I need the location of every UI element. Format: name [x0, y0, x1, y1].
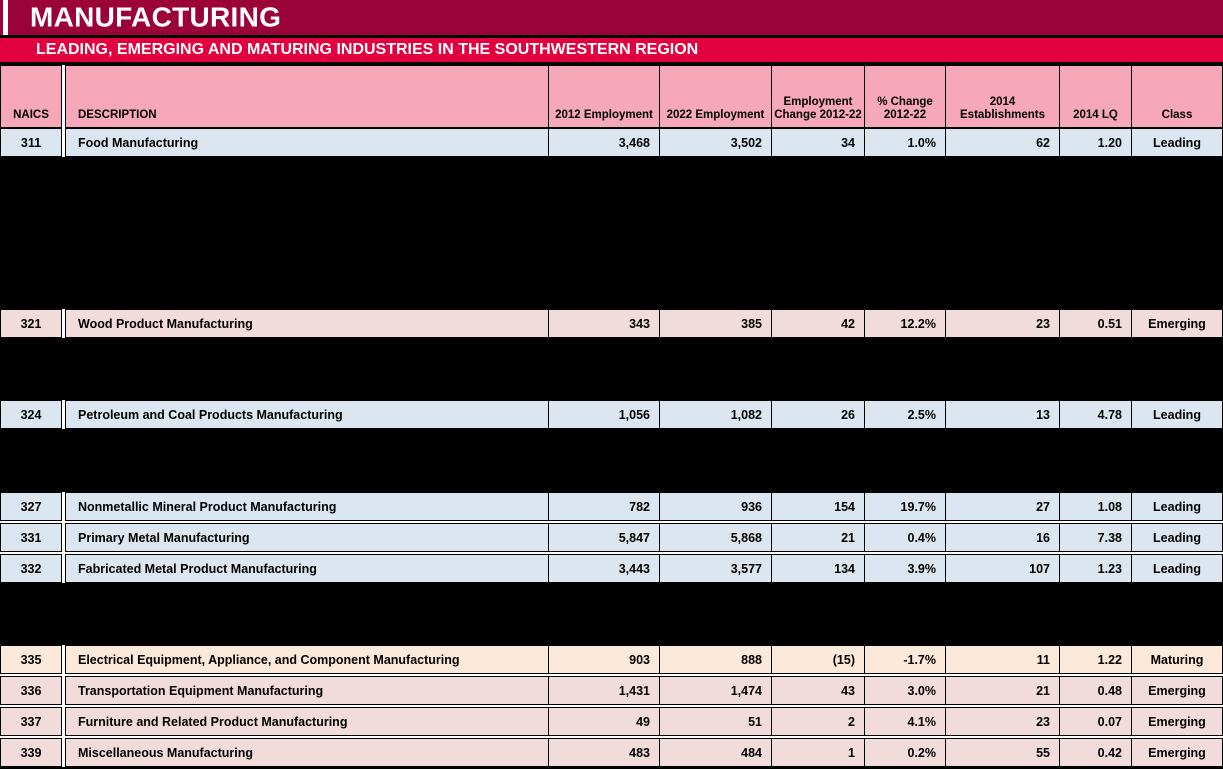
table-row-group — [0, 492, 1223, 583]
row-main-box — [65, 400, 1223, 429]
cell-description: Fabricated Metal Product Manufacturing — [66, 555, 548, 582]
cell-description: Furniture and Related Product Manufacturing — [66, 708, 548, 735]
cell-2012-employment: 782 — [548, 493, 659, 520]
cell-naics: 335 — [0, 645, 62, 674]
cell-2012-employment: 3,443 — [548, 555, 659, 582]
cell-description: Miscellaneous Manufacturing — [66, 739, 548, 766]
cell-description: Primary Metal Manufacturing — [66, 524, 548, 551]
cell-naics: 332 — [0, 554, 62, 583]
cell-2014-lq: 1.08 — [1059, 493, 1131, 520]
cell-pct-change: 0.2% — [864, 739, 945, 766]
cell-class: Leading — [1131, 524, 1222, 551]
cell-description: Food Manufacturing — [66, 129, 548, 156]
column-header-class: Class — [1131, 66, 1222, 127]
cell-2022-employment: 888 — [659, 646, 771, 673]
cell-naics: 324 — [0, 400, 62, 429]
cell-employment-change: 34 — [771, 129, 864, 156]
cell-class: Emerging — [1131, 310, 1222, 337]
cell-establishments: 55 — [945, 739, 1059, 766]
table-row-group — [0, 645, 1223, 767]
cell-2012-employment: 1,431 — [548, 677, 659, 704]
table-header — [0, 65, 1223, 128]
cell-employment-change: 2 — [771, 708, 864, 735]
cell-naics: 311 — [0, 128, 62, 157]
cell-employment-change: 134 — [771, 555, 864, 582]
cell-pct-change: 3.9% — [864, 555, 945, 582]
cell-class: Leading — [1131, 129, 1222, 156]
cell-2022-employment: 484 — [659, 739, 771, 766]
cell-2012-employment: 343 — [548, 310, 659, 337]
cell-description: Transportation Equipment Manufacturing — [66, 677, 548, 704]
column-header-employment-change: Employment Change 2012-22 — [771, 66, 864, 127]
cell-pct-change: 4.1% — [864, 708, 945, 735]
cell-2012-employment: 1,056 — [548, 401, 659, 428]
column-header-establishments: 2014 Establishments — [945, 66, 1059, 127]
header-main-box — [65, 65, 1223, 128]
row-main-box — [65, 492, 1223, 521]
cell-employment-change: 42 — [771, 310, 864, 337]
title-bar — [0, 0, 1223, 35]
cell-class: Leading — [1131, 401, 1222, 428]
cell-2022-employment: 936 — [659, 493, 771, 520]
cell-naics: 327 — [0, 492, 62, 521]
title-bar-left-notch — [3, 0, 8, 35]
column-header-naics: NAICS — [0, 65, 62, 128]
column-header-2022-employment: 2022 Employment — [659, 66, 771, 127]
cell-class: Emerging — [1131, 739, 1222, 766]
cell-pct-change: 12.2% — [864, 310, 945, 337]
cell-naics: 336 — [0, 676, 62, 705]
page-title: MANUFACTURING — [30, 0, 282, 32]
row-main-box — [65, 676, 1223, 705]
cell-class: Emerging — [1131, 708, 1222, 735]
subtitle-bar — [0, 38, 1223, 62]
cell-class: Leading — [1131, 493, 1222, 520]
cell-2022-employment: 3,577 — [659, 555, 771, 582]
cell-employment-change: 1 — [771, 739, 864, 766]
cell-pct-change: 3.0% — [864, 677, 945, 704]
cell-2014-lq: 1.20 — [1059, 129, 1131, 156]
cell-establishments: 23 — [945, 708, 1059, 735]
cell-naics: 337 — [0, 707, 62, 736]
table-row — [0, 645, 1223, 674]
cell-2012-employment: 3,468 — [548, 129, 659, 156]
row-main-box — [65, 309, 1223, 338]
cell-2014-lq: 0.48 — [1059, 677, 1131, 704]
cell-description: Wood Product Manufacturing — [66, 310, 548, 337]
cell-2014-lq: 0.42 — [1059, 739, 1131, 766]
industries-table — [0, 65, 1223, 767]
cell-2022-employment: 3,502 — [659, 129, 771, 156]
cell-2014-lq: 0.07 — [1059, 708, 1131, 735]
table-row-group — [0, 400, 1223, 429]
column-header-pct-change: % Change 2012-22 — [864, 66, 945, 127]
cell-class: Maturing — [1131, 646, 1222, 673]
cell-2022-employment: 51 — [659, 708, 771, 735]
table-row — [0, 309, 1223, 338]
cell-2014-lq: 4.78 — [1059, 401, 1131, 428]
column-header-2012-employment: 2012 Employment — [548, 66, 659, 127]
cell-establishments: 13 — [945, 401, 1059, 428]
cell-2014-lq: 0.51 — [1059, 310, 1131, 337]
table-row — [0, 128, 1223, 157]
cell-2014-lq: 1.23 — [1059, 555, 1131, 582]
cell-description: Electrical Equipment, Appliance, and Component Manufacturing — [66, 646, 548, 673]
cell-pct-change: 1.0% — [864, 129, 945, 156]
cell-description: Nonmetallic Mineral Product Manufacturing — [66, 493, 548, 520]
cell-pct-change: 0.4% — [864, 524, 945, 551]
cell-2022-employment: 1,082 — [659, 401, 771, 428]
cell-establishments: 11 — [945, 646, 1059, 673]
table-row — [0, 707, 1223, 736]
cell-description: Petroleum and Coal Products Manufacturing — [66, 401, 548, 428]
table-row-group — [0, 128, 1223, 157]
cell-naics: 339 — [0, 738, 62, 767]
cell-establishments: 107 — [945, 555, 1059, 582]
cell-2012-employment: 483 — [548, 739, 659, 766]
table-body — [0, 128, 1223, 767]
cell-naics: 321 — [0, 309, 62, 338]
cell-class: Emerging — [1131, 677, 1222, 704]
cell-naics: 331 — [0, 523, 62, 552]
row-main-box — [65, 523, 1223, 552]
cell-2022-employment: 5,868 — [659, 524, 771, 551]
cell-employment-change: 21 — [771, 524, 864, 551]
cell-pct-change: 19.7% — [864, 493, 945, 520]
cell-employment-change: 43 — [771, 677, 864, 704]
cell-2014-lq: 1.22 — [1059, 646, 1131, 673]
page-subtitle: LEADING, EMERGING AND MATURING INDUSTRIES IN THE SOUTHWESTERN REGION — [36, 41, 699, 58]
column-header-2014-lq: 2014 LQ — [1059, 66, 1131, 127]
table-row — [0, 676, 1223, 705]
cell-2012-employment: 49 — [548, 708, 659, 735]
column-header-description: DESCRIPTION — [66, 66, 548, 127]
cell-establishments: 27 — [945, 493, 1059, 520]
cell-establishments: 16 — [945, 524, 1059, 551]
row-main-box — [65, 738, 1223, 767]
cell-establishments: 21 — [945, 677, 1059, 704]
cell-2022-employment: 1,474 — [659, 677, 771, 704]
cell-employment-change: 154 — [771, 493, 864, 520]
table-row — [0, 523, 1223, 552]
row-main-box — [65, 128, 1223, 157]
cell-establishments: 62 — [945, 129, 1059, 156]
table-row — [0, 554, 1223, 583]
table-row-group — [0, 309, 1223, 338]
cell-2012-employment: 903 — [548, 646, 659, 673]
table-row — [0, 400, 1223, 429]
cell-pct-change: -1.7% — [864, 646, 945, 673]
row-main-box — [65, 707, 1223, 736]
cell-2012-employment: 5,847 — [548, 524, 659, 551]
row-main-box — [65, 645, 1223, 674]
table-row — [0, 738, 1223, 767]
table-header-row — [0, 65, 1223, 128]
cell-employment-change: (15) — [771, 646, 864, 673]
cell-establishments: 23 — [945, 310, 1059, 337]
cell-class: Leading — [1131, 555, 1222, 582]
table-row — [0, 492, 1223, 521]
cell-2022-employment: 385 — [659, 310, 771, 337]
cell-pct-change: 2.5% — [864, 401, 945, 428]
row-main-box — [65, 554, 1223, 583]
cell-2014-lq: 7.38 — [1059, 524, 1131, 551]
cell-employment-change: 26 — [771, 401, 864, 428]
